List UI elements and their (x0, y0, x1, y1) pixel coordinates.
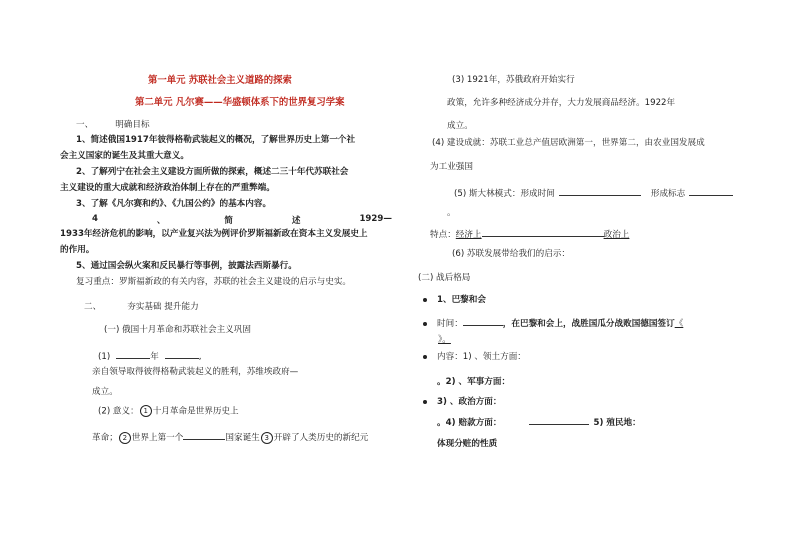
traits-label: 特点： (430, 230, 456, 240)
bullet-icon (423, 322, 427, 326)
section2-title: 夯实基础 提升能力 (127, 302, 199, 312)
r6-line: (6) 苏联发展带给我们的启示： (452, 249, 571, 259)
time-label: 时间： (437, 319, 463, 329)
revolution-label: 革命； (92, 433, 118, 443)
r3-line-c: 成立。 (447, 121, 473, 131)
q1-line-2: 亲自领导取得彼得格勒武装起义的胜利，苏维埃政府— (92, 367, 299, 377)
section1-heading (76, 121, 150, 131)
reparation-label: 。4) 赔款方面： (437, 418, 502, 428)
bullet-time (423, 316, 683, 330)
politics-text: 3) 、政治方面： (437, 397, 502, 407)
colony-label: 5) 殖民地： (593, 418, 641, 428)
unit2-title: 第二单元 凡尔赛——华盛顿体系下的世界复习学案 (135, 97, 345, 108)
r5-mark-label: 形成标志 (650, 189, 686, 199)
traits-line (430, 227, 629, 241)
traits-economic: 经济上 (455, 230, 482, 240)
reparation-line (437, 415, 641, 429)
reparation-blank[interactable] (529, 415, 589, 425)
q1-year-char: 年 (150, 352, 159, 362)
nature-line: 体现分赃的性质 (437, 439, 498, 449)
goal-2-line-a: 2、了解列宁在社会主义建设方面所做的探索，概述二三十年代苏联社会 (76, 167, 349, 177)
goal-4-part: 1929— (359, 214, 392, 224)
r5-period: 。 (447, 208, 456, 218)
section2-number: 二、 (84, 302, 102, 312)
time-blank[interactable] (463, 316, 503, 326)
goal-4-part: 4 (92, 214, 98, 224)
goal-4-line-c: 的作用。 (60, 245, 95, 255)
section2-heading (84, 303, 199, 313)
section1-number: 一、 (76, 120, 94, 130)
r3-line-a: (3) 1921年，苏俄政府开始实行 (452, 75, 575, 85)
paris-conference: 1、巴黎和会 (437, 295, 486, 305)
q1-line-3: 成立。 (92, 387, 118, 397)
r4-line-a: (4) 建设成就：苏联工业总产值居欧洲第一，世界第二，由农业国发展成 (432, 138, 705, 148)
content-territory: 内容：1) 、领土方面： (437, 352, 526, 362)
unit1-title: 第一单元 苏联社会主义道路的探索 (148, 75, 292, 86)
subsection-1-title: (一) 俄国十月革命和苏联社会主义巩固 (104, 325, 251, 335)
revolution-text-2: 国家诞生 (225, 433, 260, 443)
bullet-icon (423, 355, 427, 359)
circled-1: 1 (140, 405, 152, 417)
revolution-line (92, 430, 368, 444)
goal-4-part: 、 (156, 216, 166, 226)
r5-mark-blank[interactable] (689, 186, 733, 196)
circled-2: 2 (119, 432, 131, 444)
military-line: 。2) 、军事方面： (437, 377, 511, 387)
r4-line-b: 为工业强国 (430, 162, 473, 172)
q1-label: (1) (98, 352, 111, 362)
section1-title: 明确目标 (115, 120, 150, 130)
goal-4-part: 述 (291, 216, 301, 226)
bullet-content (423, 353, 526, 363)
traits-economic-blank[interactable] (482, 227, 604, 237)
q2-label: (2) 意义： (98, 406, 139, 417)
bullet-icon (423, 400, 427, 404)
traits-political: 政治上 (603, 230, 630, 240)
goal-4-part: 简 (224, 216, 234, 226)
goal-2-line-b: 主义建设的重大成就和经济政治体制上存在的严重弊端。 (60, 183, 275, 193)
bullet-paris (423, 296, 486, 306)
q2-line (98, 405, 239, 417)
treaty-close (438, 336, 451, 346)
bullet-politics (423, 398, 501, 408)
review-focus: 复习重点：罗斯福新政的有关内容，苏联的社会主义建设的启示与史实。 (76, 277, 352, 287)
r5-time-label: (5) 斯大林模式：形成时间 (454, 189, 555, 199)
goal-1-line-a: 1、简述俄国1917年彼得格勒武装起义的概况，了解世界历史上第一个社 (76, 135, 356, 145)
goal-4-line-a (92, 214, 392, 226)
q1-blank-year[interactable] (116, 349, 150, 359)
revolution-text-3: 开辟了人类历史的新纪元 (273, 433, 369, 443)
bullet-icon (423, 298, 427, 302)
r3-line-b: 政策，允许多种经济成分并存，大力发展商品经济。1922年 (447, 98, 676, 108)
q2-text: 十月革命是世界历史上 (152, 406, 239, 417)
q1-blank-month[interactable] (165, 349, 199, 359)
goal-3: 3、了解《凡尔赛和约》、《九国公约》的基本内容。 (76, 199, 272, 209)
revolution-text-1: 世界上第一个 (131, 433, 184, 443)
time-text: ，在巴黎和会上，战胜国瓜分战败国德国签订 (502, 319, 675, 329)
circled-3: 3 (261, 432, 273, 444)
r5-line (454, 186, 733, 200)
r5-time-blank[interactable] (559, 186, 641, 196)
goal-4-line-b: 1933年经济危机的影响，以产业复兴法为例评价罗斯福新政在资本主义发展史上 (60, 229, 368, 239)
subsection-2-title: (二) 战后格局 (418, 273, 471, 283)
revolution-blank[interactable] (183, 430, 225, 440)
goal-1-line-b: 会主义国家的诞生及其重大意义。 (60, 151, 189, 161)
treaty-blank[interactable]: 》。 (438, 335, 451, 345)
q1-line: (1) 年 , (98, 349, 202, 363)
treaty-open: 《 (674, 319, 684, 329)
goal-5: 5、通过国会纵火案和反民暴行等事例，披露法西斯暴行。 (76, 261, 297, 271)
